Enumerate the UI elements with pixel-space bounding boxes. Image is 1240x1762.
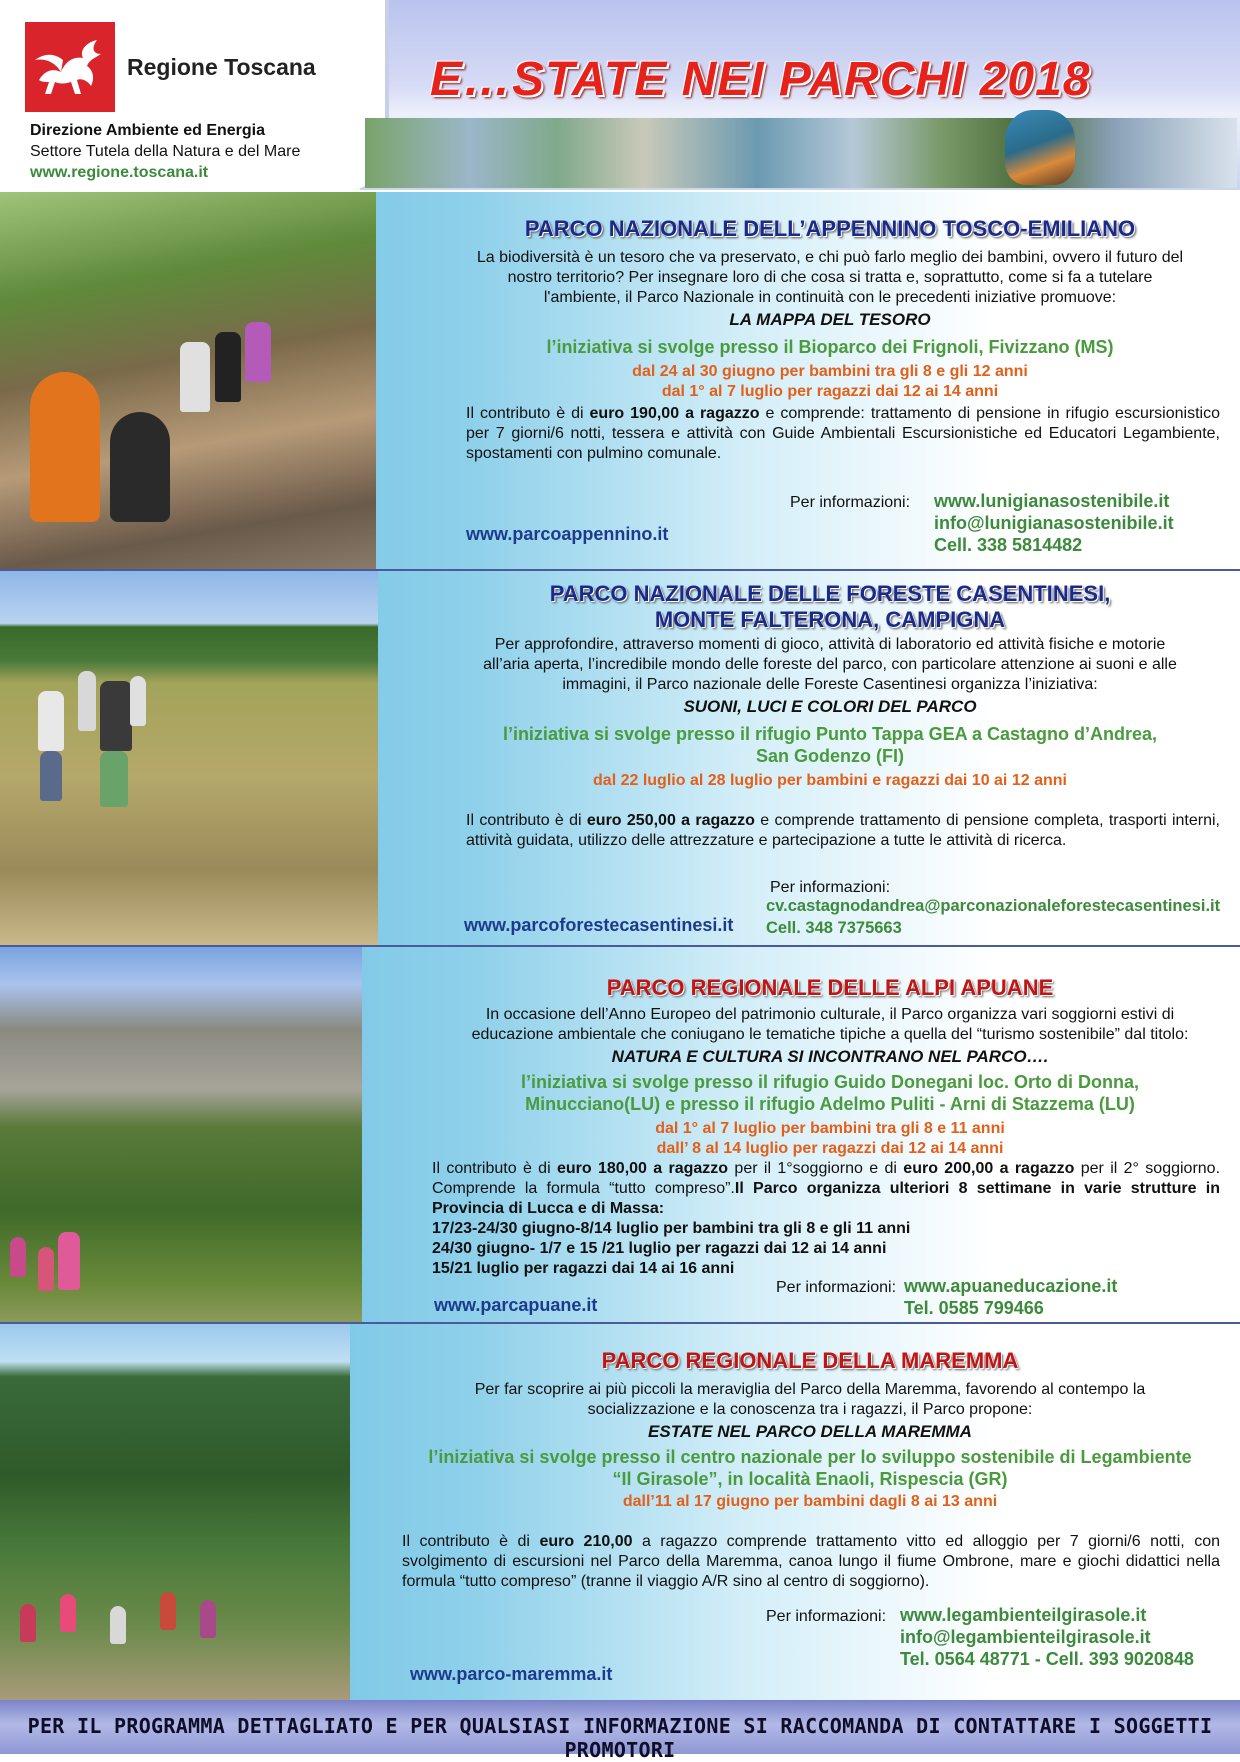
park-title: PARCO REGIONALE DELLE ALPI APUANE: [606, 975, 1054, 1000]
program-name: SUONI, LUCI E COLORI DEL PARCO: [683, 697, 977, 716]
park-photo: [0, 192, 376, 569]
park-website-link[interactable]: www.parcapuane.it: [434, 1295, 598, 1315]
park-website-link[interactable]: www.parcoappennino.it: [466, 524, 669, 544]
program-name: ESTATE NEL PARCO DELLA MAREMMA: [648, 1422, 972, 1441]
contact-website-link[interactable]: www.legambienteilgirasole.it: [900, 1605, 1147, 1625]
park-section-casentinesi: [0, 571, 1240, 947]
department-name: Direzione Ambiente ed Energia: [30, 122, 266, 139]
banner-title: E…STATE NEI PARCHI 2018: [430, 53, 1091, 106]
contact-email-link[interactable]: info@legambienteilgirasole.it: [900, 1627, 1151, 1647]
contact-list: [904, 1275, 1117, 1319]
contact-phone: Cell. 338 5814482: [934, 535, 1083, 555]
info-label: Per informazioni:: [790, 494, 911, 511]
footer-text: PER IL PROGRAMMA DETTAGLIATO E PER QUALSIASI INFORMAZIONE SI RACCOMANDA DI CONTATTARE I SOGGETTI PROMOTORI: [27, 1714, 1213, 1762]
venue-text: l’iniziativa si svolge presso il Bioparco dei Frignoli, Fivizzano (MS): [546, 337, 1114, 357]
fee-description: Il contributo è di euro 210,00 a ragazzo comprende trattamento vitto ed alloggio per 7 giorni/6 notti, con svolgimento di escursioni nel Parco della Maremma, canoa lungo il fiume Ombrone, mare e giochi didattici nella formula “tutto compreso” (tranne il viaggio A/R sino al centro di soggiorno).: [402, 1533, 1220, 1590]
info-label: Per informazioni:: [766, 1608, 887, 1625]
fee-description: Il contributo è di euro 190,00 a ragazzo e comprende: trattamento di pensione in rifugio escursionistico per 7 giorni/6 notti, tessera e attività con Guide Ambientali Escursionistiche ed Educatori Legambiente, spostamenti con pulmino comunale.: [466, 405, 1220, 462]
program-name: NATURA E CULTURA SI INCONTRANO NEL PARCO….: [611, 1047, 1049, 1066]
park-section-apuane: [0, 947, 1240, 1324]
dates-list: dal 24 al 30 giugno per bambini tra gli 8 e gli 12 anni dal 1° al 7 luglio per ragazzi dai 12 ai 14 anni: [632, 363, 1028, 400]
contact-list: [900, 1604, 1194, 1670]
dates-list: dal 22 luglio al 28 luglio per bambini e ragazzi dai 10 ai 12 anni: [593, 772, 1067, 789]
org-name: Regione Toscana: [127, 54, 316, 80]
park-intro: La biodiversità è un tesoro che va preservato, e chi può farlo meglio dei bambini, ovvero il futuro del nostro territorio? Per insegnare loro di che cosa si tratta e, soprattutto, come si fa a tutelare l'ambiente, il Parco Nazionale in continuità con le precedenti iniziative promuove:: [476, 249, 1184, 306]
park-website-link[interactable]: www.parcoforestecasentinesi.it: [464, 915, 734, 935]
regione-logo: [25, 22, 115, 112]
contact-phone: Tel. 0585 799466: [904, 1298, 1044, 1318]
contact-list: [934, 490, 1174, 556]
info-label: Per informazioni:: [776, 1279, 897, 1296]
contact-phone: Tel. 0564 48771 - Cell. 393 9020848: [900, 1649, 1194, 1669]
contact-phone: Cell. 348 7375663: [766, 919, 902, 937]
park-content: [400, 1324, 1220, 1700]
contact-email-link[interactable]: info@lunigianasostenibile.it: [934, 513, 1174, 533]
park-photo: [0, 947, 362, 1322]
park-section-appennino: [0, 192, 1240, 571]
park-intro: Per approfondire, attraverso momenti di gioco, attività di laboratorio ed attività fisiche e motorie all’aria aperta, l’incredibile mondo delle foreste del parco, con particolare attenzione ai suoni e alle immagini, il Parco nazionale delle Foreste Casentinesi organizza l’iniziativa:: [483, 636, 1177, 693]
sector-name: Settore Tutela della Natura e del Mare: [30, 143, 301, 160]
contact-list: [766, 895, 1220, 939]
park-website-link[interactable]: www.parco-maremma.it: [410, 1664, 613, 1684]
dates-list: dal 1° al 7 luglio per bambini tra gli 8 e 11 anni dall’ 8 al 14 luglio per ragazzi dai 12 ai 14 anni: [655, 1120, 1005, 1157]
park-title: PARCO NAZIONALE DELLE FORESTE CASENTINESI, MONTE FALTERONA, CAMPIGNA: [549, 581, 1111, 632]
fee-description: Il contributo è di euro 250,00 a ragazzo e comprende trattamento di pensione completa, trasporti interni, attività guidata, utilizzo delle attrezzature e partecipazione a tutte le attività di ricerca.: [466, 812, 1220, 849]
venue-text: l’iniziativa si svolge presso il rifugio Guido Donegani loc. Orto di Donna, Minucciano(LU) e presso il rifugio Adelmo Puliti - Arni di Stazzema (LU): [520, 1072, 1140, 1114]
park-title: PARCO NAZIONALE DELL’APPENNINO TOSCO-EMILIANO: [524, 216, 1136, 241]
contact-website-link[interactable]: www.lunigianasostenibile.it: [934, 491, 1170, 511]
header: [0, 0, 1240, 194]
park-content: [440, 571, 1220, 945]
park-intro: In occasione dell’Anno Europeo del patrimonio culturale, il Parco organizza vari soggiorni estivi di educazione ambientale che coniugano le tematiche tipiche a quella del “turismo sostenibile” dal titolo:: [471, 1006, 1189, 1043]
park-photo: [0, 571, 378, 945]
kingfisher-image: [1005, 110, 1075, 185]
info-label: Per informazioni:: [770, 879, 891, 896]
contact-email-link[interactable]: cv.castagnodandrea@parconazionaleforestecasentinesi.it: [766, 897, 1221, 915]
fee-description: Il contributo è di euro 180,00 a ragazzo per il 1°soggiorno e di euro 200,00 a ragazzo per il 2° soggiorno. Comprende la formula “tutto compreso”.Il Parco organizza ulteriori 8 settimane in varie strutture in Provincia di Lucca e di Massa:: [432, 1160, 1221, 1217]
park-content: [432, 947, 1221, 1322]
pegasus-logo-icon: [31, 32, 109, 102]
footer-banner: [0, 1700, 1240, 1762]
park-section-maremma: [0, 1324, 1240, 1700]
park-photo: [0, 1324, 350, 1700]
park-content: [440, 192, 1220, 569]
park-title: PARCO REGIONALE DELLA MAREMMA: [601, 1348, 1019, 1373]
venue-text: l’iniziativa si svolge presso il rifugio Punto Tappa GEA a Castagno d’Andrea, San Godenzo (FI): [502, 724, 1158, 766]
program-name: LA MAPPA DEL TESORO: [729, 310, 931, 329]
landscape-strip-image: [365, 118, 1237, 188]
extra-weeks-list: 17/23-24/30 giugno-8/14 luglio per bambini tra gli 8 e gli 11 anni 24/30 giugno- 1/7 e 15 /21 luglio per ragazzi dai 12 ai 14 anni 15/21 luglio per ragazzi dai 14 ai 16 anni: [432, 1220, 911, 1277]
region-website-link[interactable]: www.regione.toscana.it: [30, 164, 209, 181]
dates-list: dall’11 al 17 giugno per bambini dagli 8 ai 13 anni: [622, 1493, 998, 1510]
contact-website-link[interactable]: www.apuaneducazione.it: [904, 1276, 1118, 1296]
venue-text: l’iniziativa si svolge presso il centro nazionale per lo sviluppo sostenibile di Legambiente “Il Girasole”, in località Enaoli, Rispescia (GR): [428, 1447, 1192, 1489]
park-intro: Per far scoprire ai più piccoli la meraviglia del Parco della Maremma, favorendo al contempo la socializzazione e la conoscenza tra i ragazzi, il Parco propone:: [474, 1381, 1146, 1418]
